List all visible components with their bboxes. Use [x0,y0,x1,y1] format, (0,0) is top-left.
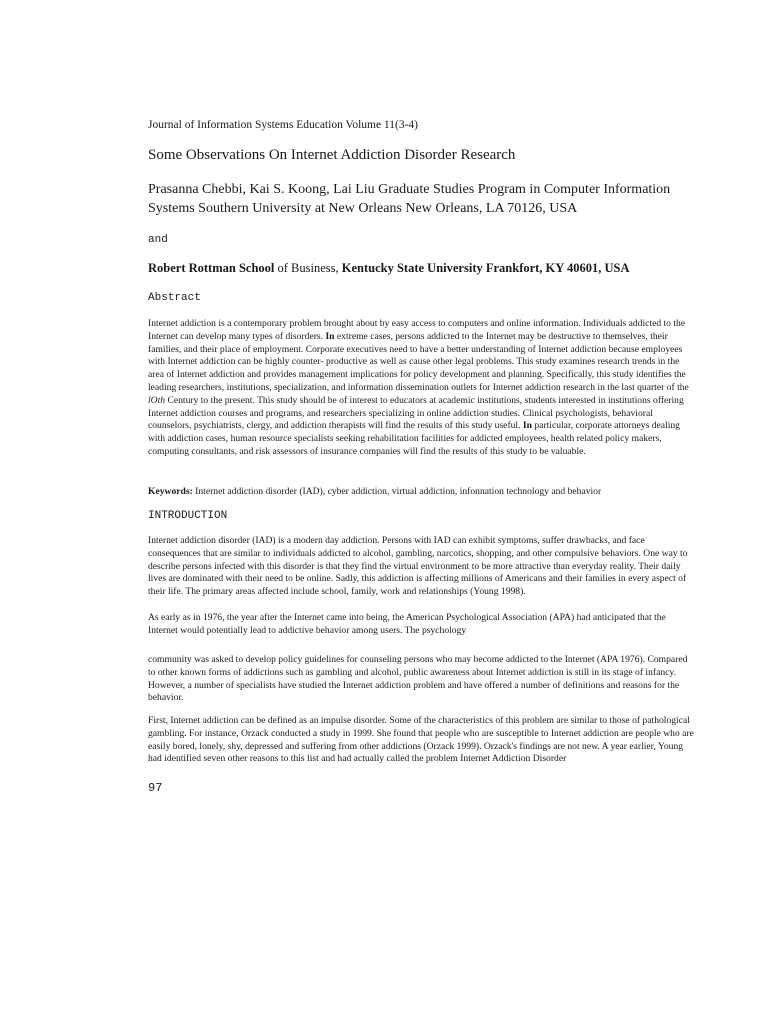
keywords-line [148,486,688,499]
body-paragraph: As early as in 1976, the year after the Internet came into being, the American Psychological Association (APA) had anticipated that the Internet would potentially lead to addictive behavior among users. The psychology [148,612,666,636]
abstract-text-1: Internet addiction is a contemporary problem brought about by easy access to computers and online information. Individuals addicted to the Internet can develop many types of disorders. [148,318,686,342]
body-paragraph: First, Internet addiction can be defined as an impulse disorder. Some of the characteristics of this problem are similar to those of pathological gambling. For instance, Orzack conducted a study in 1999. She found that people who are susceptible to Internet addiction are people who are easily bored, lonely, shy, depressed and suffering from other addictions (Orzack 1999). Orzack's findings are not new. A year earlier, Young had identified seven other reasons to this list and had actually called the problem Internet Addiction Disorder [148,715,694,765]
abstract-bold-1: In [325,330,335,342]
abstract-italic-1: lOth [148,394,166,406]
introduction-heading: INTRODUCTION [148,510,228,522]
body-paragraph: community was asked to develop policy guidelines for counseling persons who may become addicted to the Internet (APA 1976). Compared to other known forms of addictions such as gambling and alcohol, public awareness about Internet addiction is still in its stage of infancy. However, a number of specialists have studied the Internet addiction problem and have offered a number of definitions and reasons for the behavior. [148,654,688,704]
abstract-text-2: extreme cases, persons addicted to the Internet may be destructive to themselves, their families, and their place of employment. Corporate executives need to have a better understanding of Internet addiction because employees with Internet addiction can be highly counter- productive as well as cause other legal problems. This study examines research trends in the area of Internet addiction and provides management implications for policy development and planning. Specifically, this study identifies the leading researchers, institutions, specialization, and information dissemination outlets for Internet addiction research in the last quarter of the [148,330,689,393]
abstract-heading: Abstract [148,292,201,304]
abstract-bold-2: In [522,420,532,432]
abstract-text-4: particular, corporate attorneys dealing with addiction cases, human resource specialists seeking rehabilitation facilities for addicted employees, health related policy makers, computing consultants, and risk assessors of insurance companies will find the results of this study to be valuable. [148,420,680,457]
affiliation-school: Robert Rottman School [148,261,275,275]
keywords-label: Keywords: [148,486,193,497]
abstract-text-3: Century to the present. This study should be of interest to educators at academic institutions, students interested in institutions offering Internet addiction courses and programs, and researchers specializing in online addiction studies. Clinical psychologists, behavioral counselors, psychiatrists, clergy, and addiction therapists will find the results of this study useful. [148,394,684,432]
affiliation-mid: of Business, [274,261,342,275]
abstract-body [148,318,695,459]
page-number: 97 [148,781,163,795]
keywords-text: Internet addiction disorder (IAD), cyber addiction, virtual addiction, infonnation technology and behavior [192,486,602,497]
affiliation-university: Kentucky State University Frankfort, KY 40601, USA [341,261,630,275]
author-list: Prasanna Chebbi, Kai S. Koong, Lai Liu Graduate Studies Program in Computer Information Systems Southern University at New Orleans New Orleans, LA 70126, USA [148,182,671,216]
paper-title: Some Observations On Internet Addiction Disorder Research [148,147,516,163]
journal-header: Journal of Information Systems Education Volume 11(3-4) [148,119,418,131]
and-separator: and [148,234,168,246]
body-paragraph: Internet addiction disorder (IAD) is a modern day addiction. Persons with IAD can exhibit symptoms, suffer drawbacks, and face consequences that are similar to individuals addicted to alcohol, gambling, narcotics, shopping, and other compulsive behaviors. One way to describe persons infected with this disorder is that they find the virtual environment to be more attractive than everyday reality. Their daily lives are dominated with their need to be online. Sadly, this addiction is affecting millions of Americans and their families in every aspect of their life. The primary areas affected include school, family, work and relationships (Young 1998). [148,535,688,598]
affiliation [148,260,688,276]
